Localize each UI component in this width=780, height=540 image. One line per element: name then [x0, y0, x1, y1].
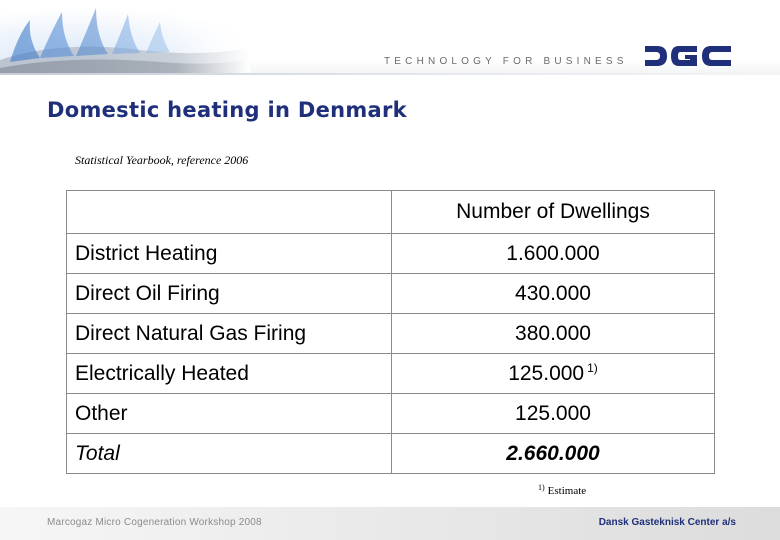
row-label: Other [67, 394, 392, 434]
row-label: Direct Natural Gas Firing [67, 314, 392, 354]
slide-footer [0, 507, 780, 540]
row-label: District Heating [67, 234, 392, 274]
row-value [392, 274, 715, 314]
footnote [538, 483, 586, 497]
row-label: Direct Oil Firing [67, 274, 392, 314]
row-value-text: 380.000 [515, 321, 591, 345]
slide-title: Domestic heating in Denmark [47, 98, 407, 122]
footnote-mark: 1) [538, 483, 545, 492]
table-row [67, 234, 715, 274]
total-value: 2.660.000 [392, 434, 715, 474]
footer-event-text: Marcogaz Micro Cogeneration Workshop 2008 [47, 517, 262, 528]
gas-flame-image [0, 0, 250, 75]
slide-header [0, 0, 780, 75]
footnote-reference: 1) [587, 361, 598, 375]
row-value [392, 394, 715, 434]
footnote-text: Estimate [547, 485, 587, 497]
table-row [67, 394, 715, 434]
table-header-empty-cell [67, 191, 392, 234]
row-value [392, 314, 715, 354]
table-row [67, 314, 715, 354]
column-header: Number of Dwellings [392, 191, 715, 234]
dgc-logo [643, 44, 733, 68]
row-value-text: 430.000 [515, 281, 591, 305]
header-tagline: TECHNOLOGY FOR BUSINESS [384, 56, 628, 67]
row-value-text: 125.000 [508, 362, 585, 385]
row-label: Electrically Heated [67, 354, 392, 394]
footer-company-text: Dansk Gasteknisk Center a/s [598, 517, 736, 528]
dwellings-table [66, 190, 715, 474]
header-divider [0, 73, 780, 75]
slide-subtitle: Statistical Yearbook, reference 2006 [75, 153, 249, 167]
row-value-text: 125.000 [515, 401, 591, 425]
row-value [392, 354, 715, 394]
table-row [67, 354, 715, 394]
row-value-text: 1.600.000 [506, 241, 600, 265]
table-header-row [67, 191, 715, 234]
table-total-row [67, 434, 715, 474]
total-label: Total [67, 434, 392, 474]
row-value [392, 234, 715, 274]
table-row [67, 274, 715, 314]
